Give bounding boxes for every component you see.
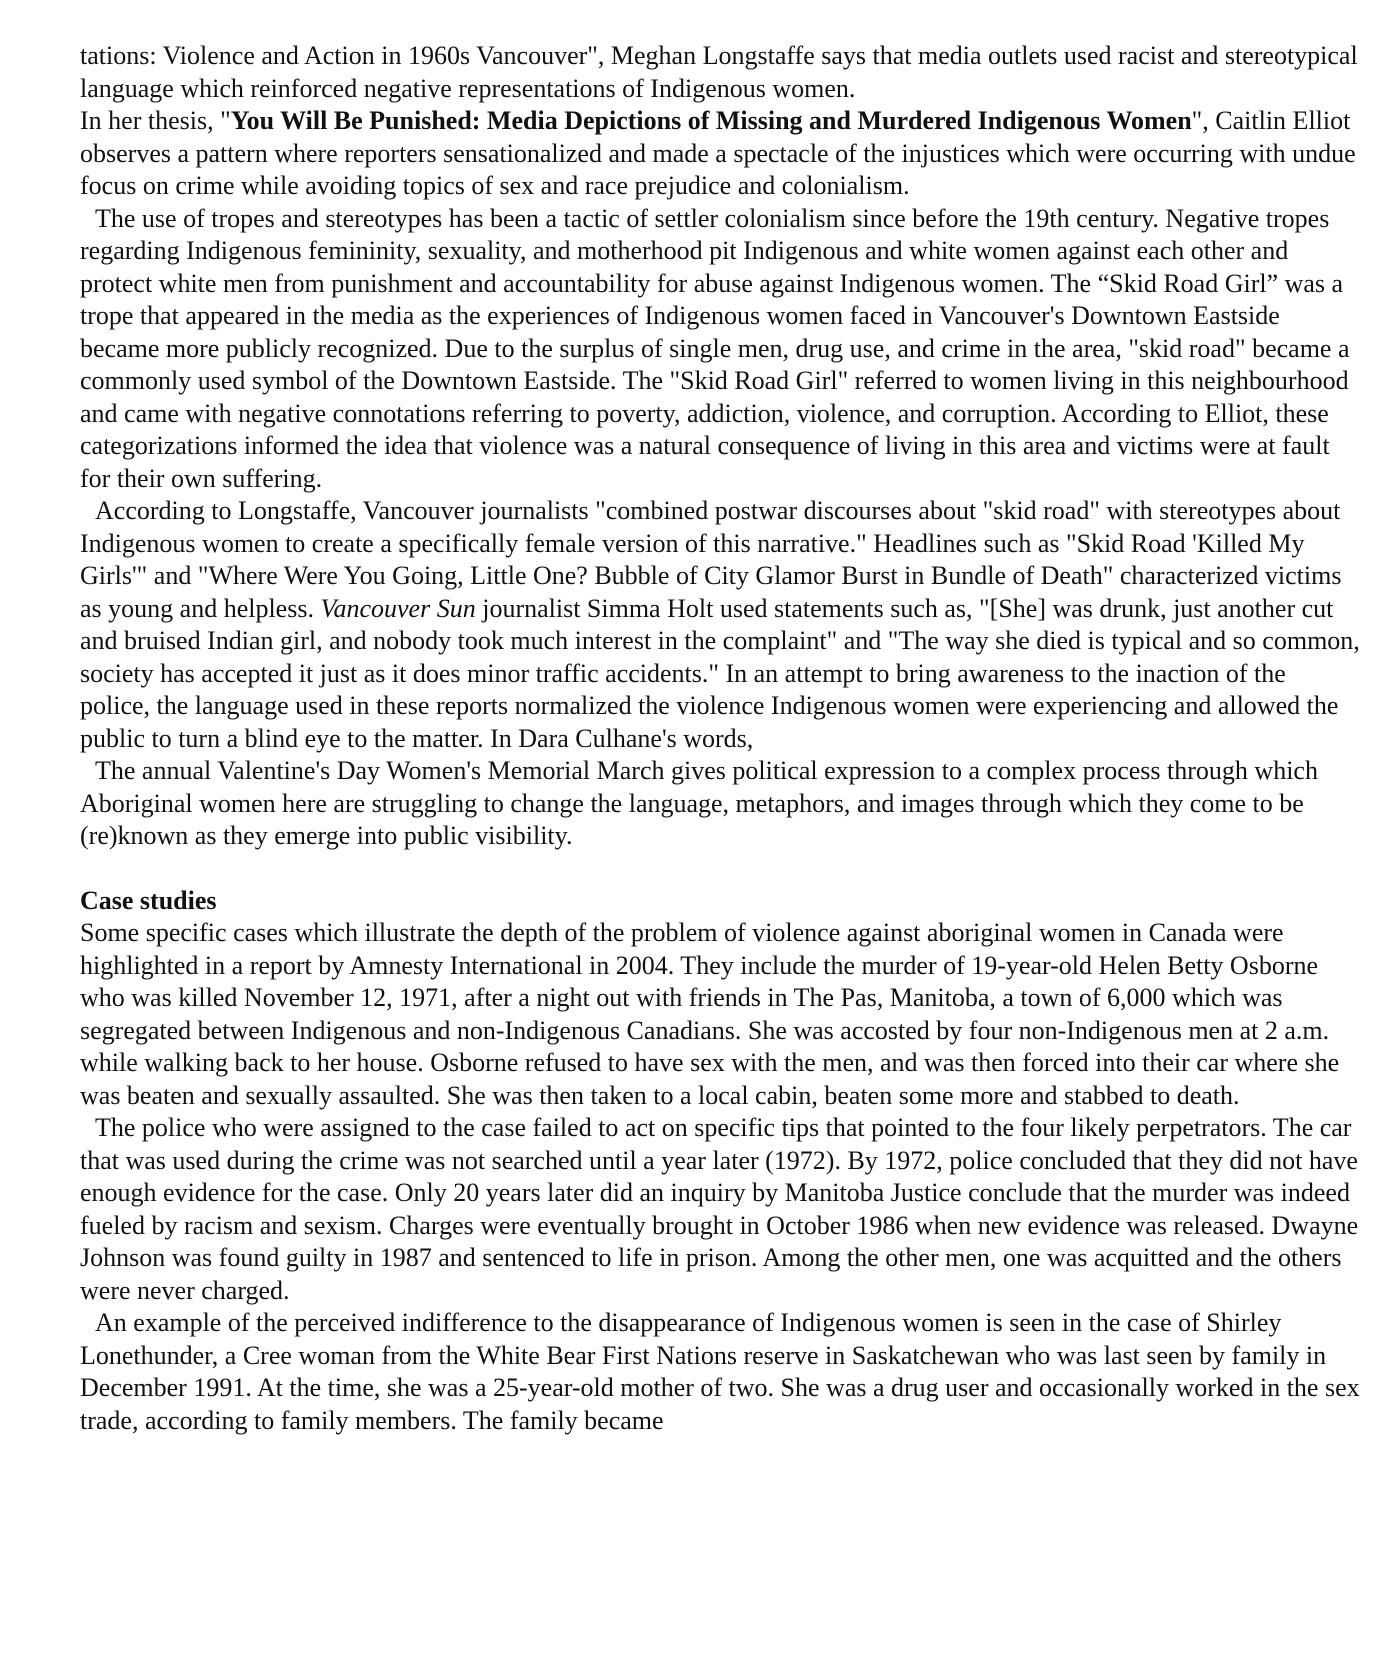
paragraph-osborne-case: Some specific cases which illustrate the depth of the problem of violence against aboriginal women in Canada were highlighted in a report by Amnesty International in 2004. They include the murder of 19-year-old Helen Betty Osborne who was killed November 12, 1971, after a night out with friends in The Pas, Manitoba, a town of 6,000 which was segregated between Indigenous and non-Indigenous Canadians. She was accosted by four non-Indigenous men at 2 a.m. while walking back to her house. Osborne refused to have sex with the men, and was then forced into their car where she was beaten and sexually assaulted. She was then taken to a local cabin, beaten some more and stabbed to death.	[80, 918, 1340, 1110]
document-page	[80, 40, 1360, 1437]
paragraph-longstaffe-intro: tations: Violence and Action in 1960s Vancouver", Meghan Longstaffe says that media outlets used racist and stereotypical language which reinforced negative representations of Indigenous women.	[80, 41, 1358, 103]
paragraph-police-failure: The police who were assigned to the case failed to act on specific tips that pointed to the four likely perpetrators. The car that was used during the crime was not searched until a year later (1972). By 1972, police concluded that they did not have enough evidence for the case. Only 20 years later did an inquiry by Manitoba Justice conclude that the murder was indeed fueled by racism and sexism. Charges were eventually brought in October 1986 when new evidence was released. Dwayne Johnson was found guilty in 1987 and sentenced to life in prison. Among the other men, one was acquitted and the others were never charged.	[80, 1113, 1359, 1305]
section-heading-case-studies: Case studies	[80, 885, 217, 915]
paragraph-elliot-rest: ", Caitlin Elliot observes a pattern where reporters sensationalized and made a spectacle of the injustices which were occurring with undue focus on crime while avoiding topics of sex and race prejudice and colonialism.	[80, 106, 1356, 200]
thesis-title: You Will Be Punished: Media Depictions of Missing and Murdered Indigenous Women	[230, 106, 1192, 135]
section-spacer	[80, 853, 1360, 885]
paragraph-lonethunder-case: An example of the perceived indifference to the disappearance of Indigenous women is seen in the case of Shirley Lonethunder, a Cree woman from the White Bear First Nations reserve in Saskatchewan who was last seen by family in December 1991. At the time, she was a 25-year-old mother of two. She was a drug user and occasionally worked in the sex trade, according to family members. The family became	[80, 1308, 1360, 1435]
paragraph-elliot-thesis	[80, 105, 1360, 203]
paragraph-journalists	[80, 495, 1360, 755]
paragraph-culhane-quote: The annual Valentine's Day Women's Memorial March gives political expression to a complex process through which Aboriginal women here are struggling to change the language, metaphors, and images through which they come to be (re)known as they emerge into public visibility.	[80, 756, 1318, 850]
paragraph-journalists-lead: According to Longstaffe, Vancouver journalists "combined postwar discourses about "skid road" with stereotypes about Indigenous women to create a specifically female version of this narrative." Headlines such as "Skid Road 'Killed My Girls'" and "Where Were You Going, Little One? Bubble of City Glamor Burst in Bundle of Death" characterized victims as young and helpless.	[80, 496, 1342, 623]
paragraph-journalists-rest: journalist Simma Holt used statements such as, "[She] was drunk, just another cut and bruised Indian girl, and nobody took much interest in the complaint" and "The way she died is typical and so common, society has accepted it just as it does minor traffic accidents." In an attempt to bring awareness to the inaction of the police, the language used in these reports normalized the violence Indigenous women were experiencing and allowed the public to turn a blind eye to the matter. In Dara Culhane's words,	[80, 593, 1360, 753]
paragraph-tropes: The use of tropes and stereotypes has been a tactic of settler colonialism since before the 19th century. Negative tropes regarding Indigenous femininity, sexuality, and motherhood pit Indigenous and white women against each other and protect white men from punishment and accountability for abuse against Indigenous women. The “Skid Road Girl” was a trope that appeared in the media as the experiences of Indigenous women faced in Vancouver's Downtown Eastside became more publicly recognized. Due to the surplus of single men, drug use, and crime in the area, "skid road" became a commonly used symbol of the Downtown Eastside. The "Skid Road Girl" referred to women living in this neighbourhood and came with negative connotations referring to poverty, addiction, violence, and corruption. According to Elliot, these categorizations informed the idea that violence was a natural consequence of living in this area and victims were at fault for their own suffering.	[80, 203, 1350, 493]
paragraph-elliot-lead: In her thesis, "	[80, 106, 231, 135]
newspaper-title: Vancouver Sun	[320, 593, 476, 623]
